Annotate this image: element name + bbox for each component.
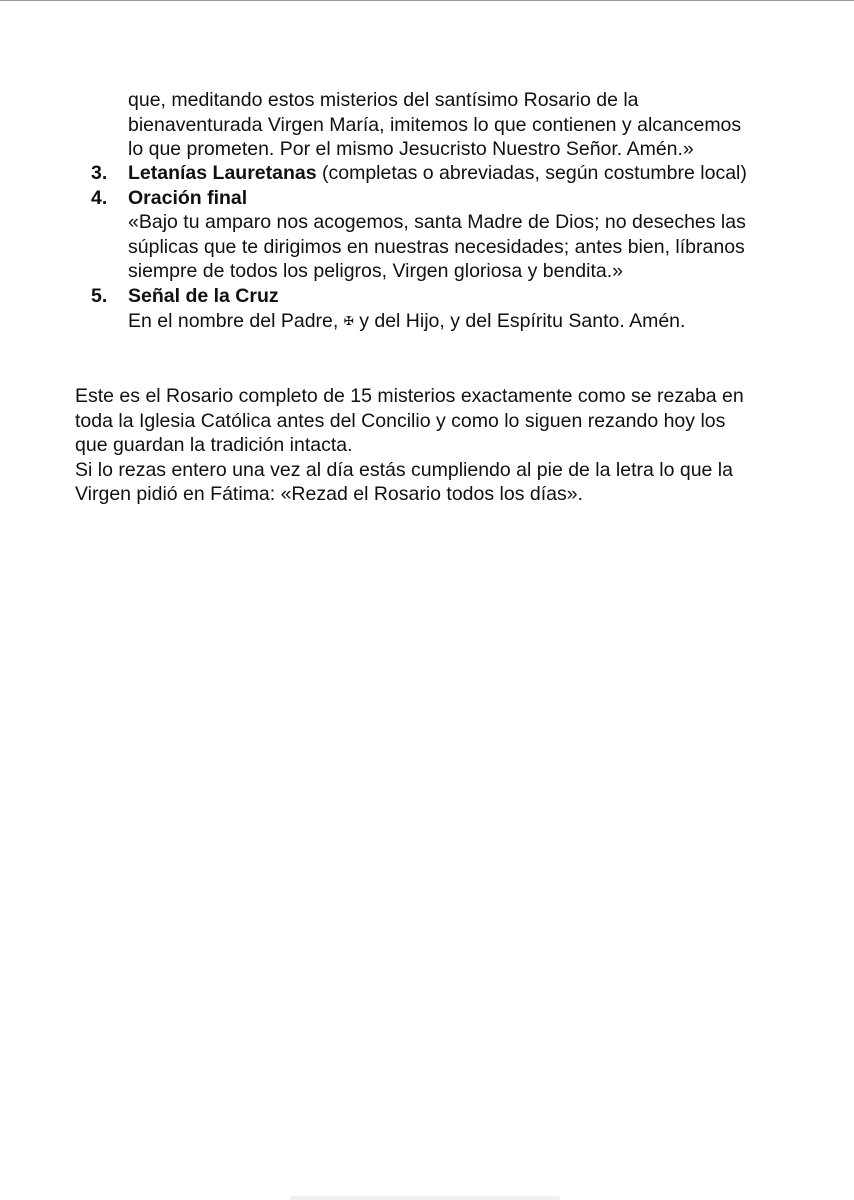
item-title: Letanías Lauretanas xyxy=(128,162,317,184)
list-number: 5. xyxy=(91,284,108,307)
prayer-line: siempre de todos los peligros, Virgen gloriosa y bendita.» xyxy=(128,260,624,283)
closing-line: toda la Iglesia Católica antes del Concilio y como lo siguen rezando hoy los xyxy=(75,409,726,432)
item-title: Señal de la Cruz xyxy=(128,284,279,307)
prayer-continuation xyxy=(128,88,828,162)
closing-line: que guardan la tradición intacta. xyxy=(75,434,353,457)
list-item-5 xyxy=(0,284,854,333)
item-title-note: (completas o abreviadas, según costumbre local) xyxy=(316,162,747,184)
continuation-line: que, meditando estos misterios del santísimo Rosario de la xyxy=(128,89,639,111)
closing-line: Este es el Rosario completo de 15 misterios exactamente como se rezaba en xyxy=(75,385,744,407)
continuation-line: bienaventurada Virgen María, imitemos lo que contienen y alcancemos xyxy=(128,113,742,136)
list-number: 3. xyxy=(91,162,108,184)
prayer-line: súplicas que te dirigimos en nuestras necesidades; antes bien, líbranos xyxy=(128,235,745,258)
cross-icon: ✠ xyxy=(343,313,354,328)
numbered-list xyxy=(0,161,854,333)
prayer-line xyxy=(128,309,854,334)
closing-line: Virgen pidió en Fátima: «Rezad el Rosario todos los días». xyxy=(75,483,584,506)
closing-line: Si lo rezas entero una vez al día estás cumpliendo al pie de la letra lo que la xyxy=(75,458,733,481)
prayer-text: y del Hijo, y del Espíritu Santo. Amén. xyxy=(353,309,686,332)
continuation-line: lo que prometen. Por el mismo Jesucristo Nuestro Señor. Amén.» xyxy=(128,138,694,161)
page-bottom-edge xyxy=(290,1196,560,1200)
list-item-3 xyxy=(0,161,854,186)
list-number: 4. xyxy=(91,186,108,209)
prayer-text: En el nombre del Padre, xyxy=(128,309,344,332)
list-item-4 xyxy=(0,186,854,284)
prayer-line: «Bajo tu amparo nos acogemos, santa Madre de Dios; no deseches las xyxy=(128,211,746,234)
item-title: Oración final xyxy=(128,186,248,209)
closing-paragraph xyxy=(75,384,835,507)
